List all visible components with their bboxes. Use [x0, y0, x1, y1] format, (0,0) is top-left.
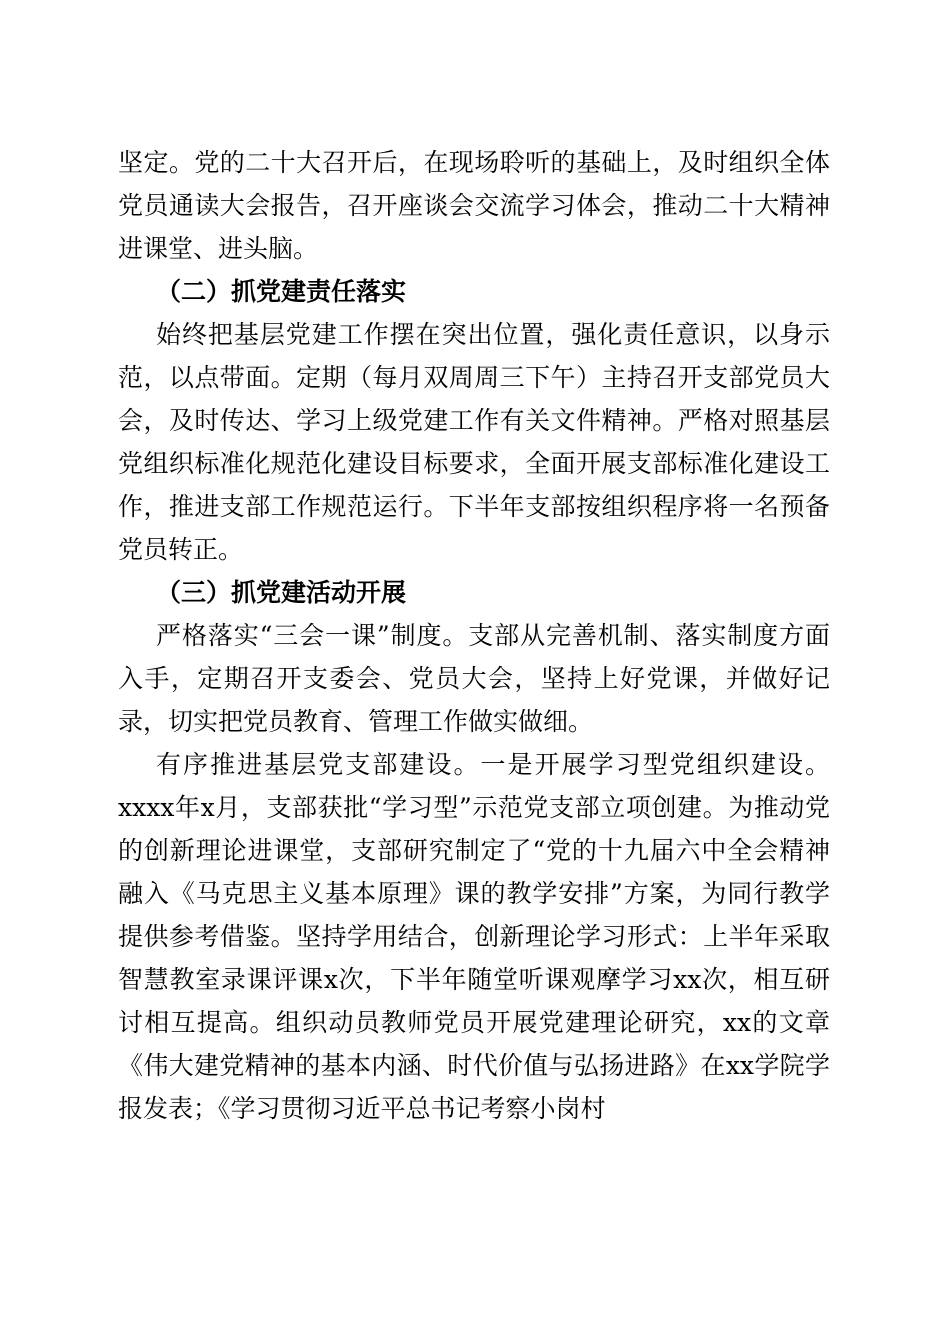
paragraph-continuation: 坚定。党的二十大召开后，在现场聆听的基础上，及时组织全体党员通读大会报告，召开座谈会交流学习体会，推动二十大精神进课堂、进头脑。	[118, 148, 830, 263]
section-heading-3: （三）抓党建活动开展	[156, 578, 407, 607]
paragraph-three-meetings: 严格落实“三会一课”制度。支部从完善机制、落实制度方面入手，定期召开支委会、党员大会，坚持上好党课，并做好记录，切实把党员教育、管理工作做实做细。	[118, 621, 830, 736]
document-page	[118, 141, 830, 1130]
paragraph-responsibility: 始终把基层党建工作摆在突出位置，强化责任意识，以身示范，以点带面。定期（每月双周周三下午）主持召开支部党员大会，及时传达、学习上级党建工作有关文件精神。严格对照基层党组织标准化规范化建设目标要求，全面开展支部标准化建设工作，推进支部工作规范运行。下半年支部按组织程序将一名预备党员转正。	[118, 320, 830, 564]
section-heading-2: （二）抓党建责任落实	[156, 277, 407, 306]
paragraph-branch-building: 有序推进基层党支部建设。一是开展学习型党组织建设。xxxx年x月，支部获批“学习型”示范党支部立项创建。为推动党的创新理论进课堂，支部研究制定了“党的十九届六中全会精神融入《马克思主义基本原理》课的教学安排”方案，为同行教学提供参考借鉴。坚持学用结合，创新理论学习形式：上半年采取智慧教室录课评课x次，下半年随堂听课观摩学习xx次，相互研讨相互提高。组织动员教师党员开展党建理论研究，xx的文章《伟大建党精神的基本内涵、时代价值与弘扬进路》在xx学院学报发表；《学习贯彻习近平总书记考察小岗村	[118, 750, 830, 1123]
